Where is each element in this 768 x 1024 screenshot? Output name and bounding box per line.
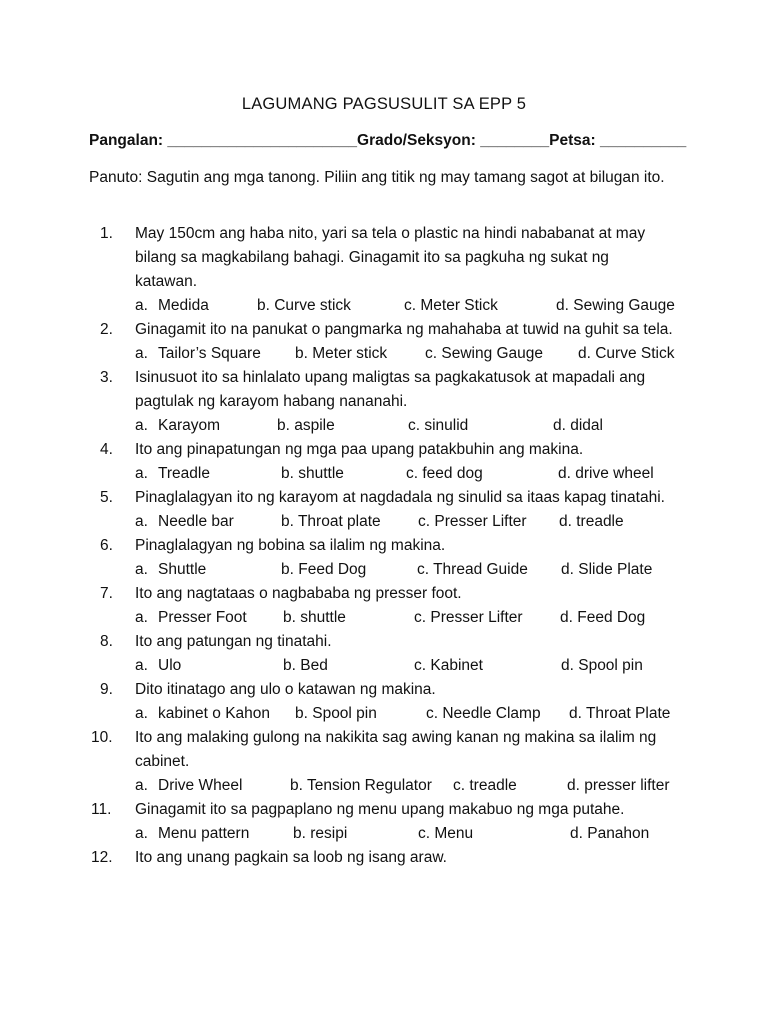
choice-row xyxy=(0,702,768,726)
choice-row xyxy=(0,294,768,318)
choice-a[interactable]: a. Needle bar xyxy=(135,513,234,530)
choice-a[interactable]: a. kabinet o Kahon xyxy=(135,705,271,722)
question-text: Ito ang malaking gulong na nakikita sag awing kanan ng makina sa ilalim ng cabinet. xyxy=(135,729,657,770)
question-text: May 150cm ang haba nito, yari sa tela o plastic na hindi nababanat at may bilang sa magkabilang bahagi. Ginagamit ito sa pagkuha ng sukat ng katawan. xyxy=(135,225,646,290)
question-item xyxy=(0,630,768,678)
choice-c[interactable]: c. Kabinet xyxy=(414,657,483,674)
choice-b[interactable]: b. resipi xyxy=(293,825,348,842)
choice-d[interactable]: d. Slide Plate xyxy=(561,561,653,578)
question-number: 7. xyxy=(100,585,113,602)
question-item xyxy=(0,318,768,366)
choice-d[interactable]: d. Sewing Gauge xyxy=(556,297,675,314)
choice-row xyxy=(0,558,768,582)
question-number: 12. xyxy=(91,849,113,866)
choice-a[interactable]: a. Medida xyxy=(135,297,209,314)
question-text: Ito ang patungan ng tinatahi. xyxy=(135,633,332,650)
choice-row xyxy=(0,462,768,486)
choice-d[interactable]: d. drive wheel xyxy=(558,465,654,482)
student-info-line: Pangalan: ______________________Grado/Seksyon: ________Petsa: __________ xyxy=(89,132,687,149)
choice-a[interactable]: a. Presser Foot xyxy=(135,609,247,626)
question-number: 1. xyxy=(100,225,113,242)
choice-b[interactable]: b. Curve stick xyxy=(257,297,351,314)
question-number: 9. xyxy=(100,681,113,698)
question-text: Ito ang pinapatungan ng mga paa upang patakbuhin ang makina. xyxy=(135,441,584,458)
choice-a[interactable]: a. Menu pattern xyxy=(135,825,250,842)
choice-row xyxy=(0,510,768,534)
question-item xyxy=(0,846,768,870)
question-number: 10. xyxy=(91,729,113,746)
choice-d[interactable]: d. didal xyxy=(553,417,603,434)
choice-d[interactable]: d. treadle xyxy=(559,513,624,530)
choice-c[interactable]: c. sinulid xyxy=(408,417,469,434)
instructions: Panuto: Sagutin ang mga tanong. Piliin ang titik ng may tamang sagot at bilugan ito. xyxy=(89,169,665,186)
choice-a[interactable]: a. Ulo xyxy=(135,657,182,674)
document-title: LAGUMANG PAGSUSULIT SA EPP 5 xyxy=(241,95,527,113)
choice-d[interactable]: d. presser lifter xyxy=(567,777,670,794)
choice-c[interactable]: c. treadle xyxy=(453,777,517,794)
choice-b[interactable]: b. aspile xyxy=(277,417,335,434)
choice-a[interactable]: a. Karayom xyxy=(135,417,221,434)
question-text: Ginagamit ito sa pagpaplano ng menu upang makabuo ng mga putahe. xyxy=(135,801,625,818)
choice-b[interactable]: b. Tension Regulator xyxy=(290,777,432,794)
choice-b[interactable]: b. Meter stick xyxy=(295,345,388,362)
question-text: Ito ang unang pagkain sa loob ng isang araw. xyxy=(135,849,447,866)
choice-c[interactable]: c. Thread Guide xyxy=(417,561,528,578)
question-text: Dito itinatago ang ulo o katawan ng makina. xyxy=(135,681,436,698)
choice-c[interactable]: c. Presser Lifter xyxy=(414,609,523,626)
question-number: 4. xyxy=(100,441,113,458)
question-item xyxy=(0,366,768,438)
question-text: Pinaglalagyan ng bobina sa ilalim ng makina. xyxy=(135,537,446,554)
choice-row xyxy=(0,606,768,630)
choice-a[interactable]: a. Shuttle xyxy=(135,561,207,578)
choice-c[interactable]: c. Needle Clamp xyxy=(426,705,541,722)
choice-a[interactable]: a. Tailor’s Square xyxy=(135,345,261,362)
question-number: 8. xyxy=(100,633,113,650)
question-text: Ito ang nagtataas o nagbababa ng presser foot. xyxy=(135,585,462,602)
choice-d[interactable]: d. Panahon xyxy=(570,825,650,842)
question-item xyxy=(0,798,768,846)
choice-b[interactable]: b. Spool pin xyxy=(295,705,377,722)
choice-a[interactable]: a. Drive Wheel xyxy=(135,777,243,794)
choice-row xyxy=(0,774,768,798)
question-number: 6. xyxy=(100,537,113,554)
choice-b[interactable]: b. Throat plate xyxy=(281,513,381,530)
choice-d[interactable]: d. Curve Stick xyxy=(578,345,675,362)
question-number: 5. xyxy=(100,489,113,506)
choice-b[interactable]: b. Bed xyxy=(283,657,328,674)
choice-d[interactable]: d. Spool pin xyxy=(561,657,643,674)
question-list xyxy=(0,222,768,870)
choice-c[interactable]: c. Menu xyxy=(418,825,474,842)
choice-b[interactable]: b. shuttle xyxy=(283,609,346,626)
question-number: 3. xyxy=(100,369,113,386)
choice-row xyxy=(0,342,768,366)
question-item xyxy=(0,534,768,582)
choice-d[interactable]: d. Throat Plate xyxy=(569,705,671,722)
choice-row xyxy=(0,414,768,438)
choice-a[interactable]: a. Treadle xyxy=(135,465,210,482)
choice-row xyxy=(0,654,768,678)
choice-c[interactable]: c. Presser Lifter xyxy=(418,513,527,530)
choice-d[interactable]: d. Feed Dog xyxy=(560,609,646,626)
question-number: 2. xyxy=(100,321,113,338)
question-item xyxy=(0,486,768,534)
question-text: Pinaglalagyan ito ng karayom at nagdadala ng sinulid sa itaas kapag tinatahi. xyxy=(135,489,665,506)
question-item xyxy=(0,678,768,726)
choice-c[interactable]: c. Sewing Gauge xyxy=(425,345,544,362)
question-number: 11. xyxy=(91,801,112,818)
choice-b[interactable]: b. shuttle xyxy=(281,465,344,482)
question-item xyxy=(0,726,768,798)
choice-b[interactable]: b. Feed Dog xyxy=(281,561,367,578)
question-item xyxy=(0,222,768,318)
choice-c[interactable]: c. Meter Stick xyxy=(404,297,498,314)
question-text: Ginagamit ito na panukat o pangmarka ng mahahaba at tuwid na guhit sa tela. xyxy=(135,321,673,338)
question-text: Isinusuot ito sa hinlalato upang maligtas sa pagkakatusok at mapadali ang pagtulak ng karayom habang nananahi. xyxy=(135,369,646,410)
question-item xyxy=(0,582,768,630)
choice-c[interactable]: c. feed dog xyxy=(406,465,483,482)
choice-row xyxy=(0,822,768,846)
question-item xyxy=(0,438,768,486)
